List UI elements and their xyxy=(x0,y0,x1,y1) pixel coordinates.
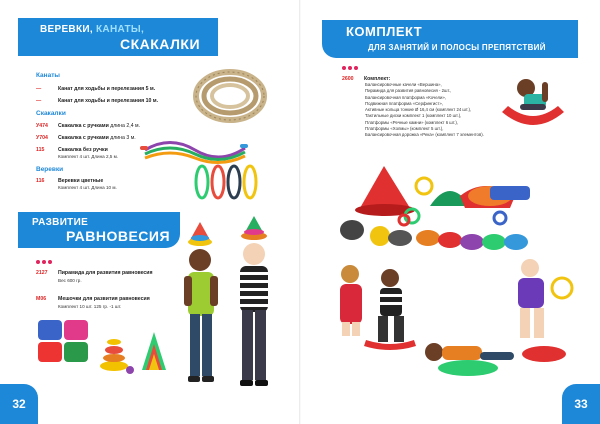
kit-line: Тактильные диски комплект 1 (комплект 10 шт.), xyxy=(365,113,462,119)
kit-contents-list xyxy=(365,82,515,139)
skip-item-3-detail: Комплект 4 шт. Длина 2,5 м. xyxy=(58,154,119,159)
category-skip-ropes: Скакалки xyxy=(36,110,66,117)
balance-item-1 xyxy=(36,270,153,276)
item-code: 115 xyxy=(36,147,45,153)
item-detail: длина 3 м. xyxy=(110,135,136,141)
page-number-left: 32 xyxy=(0,384,38,424)
skip-item-3 xyxy=(36,147,108,153)
colored-cords-image xyxy=(188,162,268,202)
ropes-banner-word: ВЕРЕВКИ, xyxy=(40,24,97,35)
skip-item-2 xyxy=(36,135,136,141)
ropes-banner xyxy=(18,18,218,56)
item-title: Пирамида для развития равновесия xyxy=(58,270,153,276)
balance-item-2-detail: Комплект 10 шт. 125 гр. -1 шт. xyxy=(58,304,122,309)
page-number-right: 33 xyxy=(562,384,600,424)
cord-item-1-detail: Комплект 4 шт. Длина 10 м. xyxy=(58,185,117,190)
item-title: Скакалка без ручки xyxy=(58,147,108,153)
item-code: — xyxy=(36,98,42,104)
item-title: Канат для ходьбы и перелезания 5 м. xyxy=(58,86,156,92)
item-code: У474 xyxy=(36,123,48,129)
kit-line: Платформы «Речные камни» (комплект 6 шт.), xyxy=(365,119,459,125)
item-title: Скакалка с ручками xyxy=(58,135,109,141)
rope-item-2 xyxy=(36,98,158,104)
children-playing-photo xyxy=(330,258,598,388)
cord-item-1 xyxy=(36,178,103,184)
kit-line: Подвижная платформа «Серфингист», xyxy=(365,100,443,106)
rope-coil-image xyxy=(190,66,270,126)
skip-item-1 xyxy=(36,123,140,129)
category-cords: Веревки xyxy=(36,166,64,173)
kit-line: Платформы «Холмы» (комплект 5 шт.), xyxy=(365,126,444,132)
item-title: Веревки цветные xyxy=(58,178,104,184)
item-title: Канат для ходьбы и перелезания 10 м. xyxy=(58,98,159,104)
ropes-banner-line2: СКАКАЛКИ xyxy=(120,36,201,52)
kit-line: Балансировочная дорожка «Река» (комплект 7 элементов). xyxy=(365,132,484,138)
item-title: Скакалка с ручками xyxy=(58,123,109,129)
item-code: У704 xyxy=(36,135,48,141)
kit-line: Балансировочные качели «Вершина», xyxy=(365,82,442,87)
kit-banner-line2: ДЛЯ ЗАНЯТИЙ И ПОЛОСЫ ПРЕПЯТСТВИЙ xyxy=(368,43,546,52)
kit-line: Балансировочная платформа «Кочели», xyxy=(365,94,446,100)
bean-bags-image xyxy=(36,318,90,364)
balance-item-2 xyxy=(36,296,150,302)
balance-item-1-detail: Вес 600 гр. xyxy=(58,278,82,283)
child-on-balance-swing-photo xyxy=(498,66,568,138)
item-code: М06 xyxy=(36,296,47,302)
ropes-banner-accent: КАНАТЫ, xyxy=(96,24,145,35)
kit-banner-line1: КОМПЛЕКТ xyxy=(346,24,423,39)
skip-ropes-image xyxy=(140,130,250,165)
kit-banner xyxy=(322,20,578,58)
item-title: Комплект: xyxy=(364,76,391,82)
item-code: 2600 xyxy=(342,76,354,82)
item-code: — xyxy=(36,86,42,92)
balance-banner xyxy=(18,212,180,248)
decor-dots xyxy=(36,260,52,264)
balance-banner-line1: РАЗВИТИЕ xyxy=(32,217,89,228)
decor-dots xyxy=(342,66,358,70)
item-code: 116 xyxy=(36,178,45,184)
category-ropes: Канаты xyxy=(36,72,60,79)
item-detail: длина 2,4 м. xyxy=(110,123,141,129)
balance-banner-line2: РАВНОВЕСИЯ xyxy=(66,228,171,244)
children-balancing-photo xyxy=(182,216,282,416)
item-title: Мешочки для развития равновесия xyxy=(58,296,150,302)
rope-item-1 xyxy=(36,86,155,92)
item-code: 2127 xyxy=(36,270,48,276)
equipment-kit-photo xyxy=(340,156,536,266)
ropes-banner-line1 xyxy=(40,24,144,35)
kit-line: Пирамида для развития равновесия - 2шт., xyxy=(365,88,452,94)
balance-pyramids-image xyxy=(98,322,178,374)
kit-line: Активные кольца тонкие Ø 16,4 см (комплект 24 шт.), xyxy=(365,107,472,113)
